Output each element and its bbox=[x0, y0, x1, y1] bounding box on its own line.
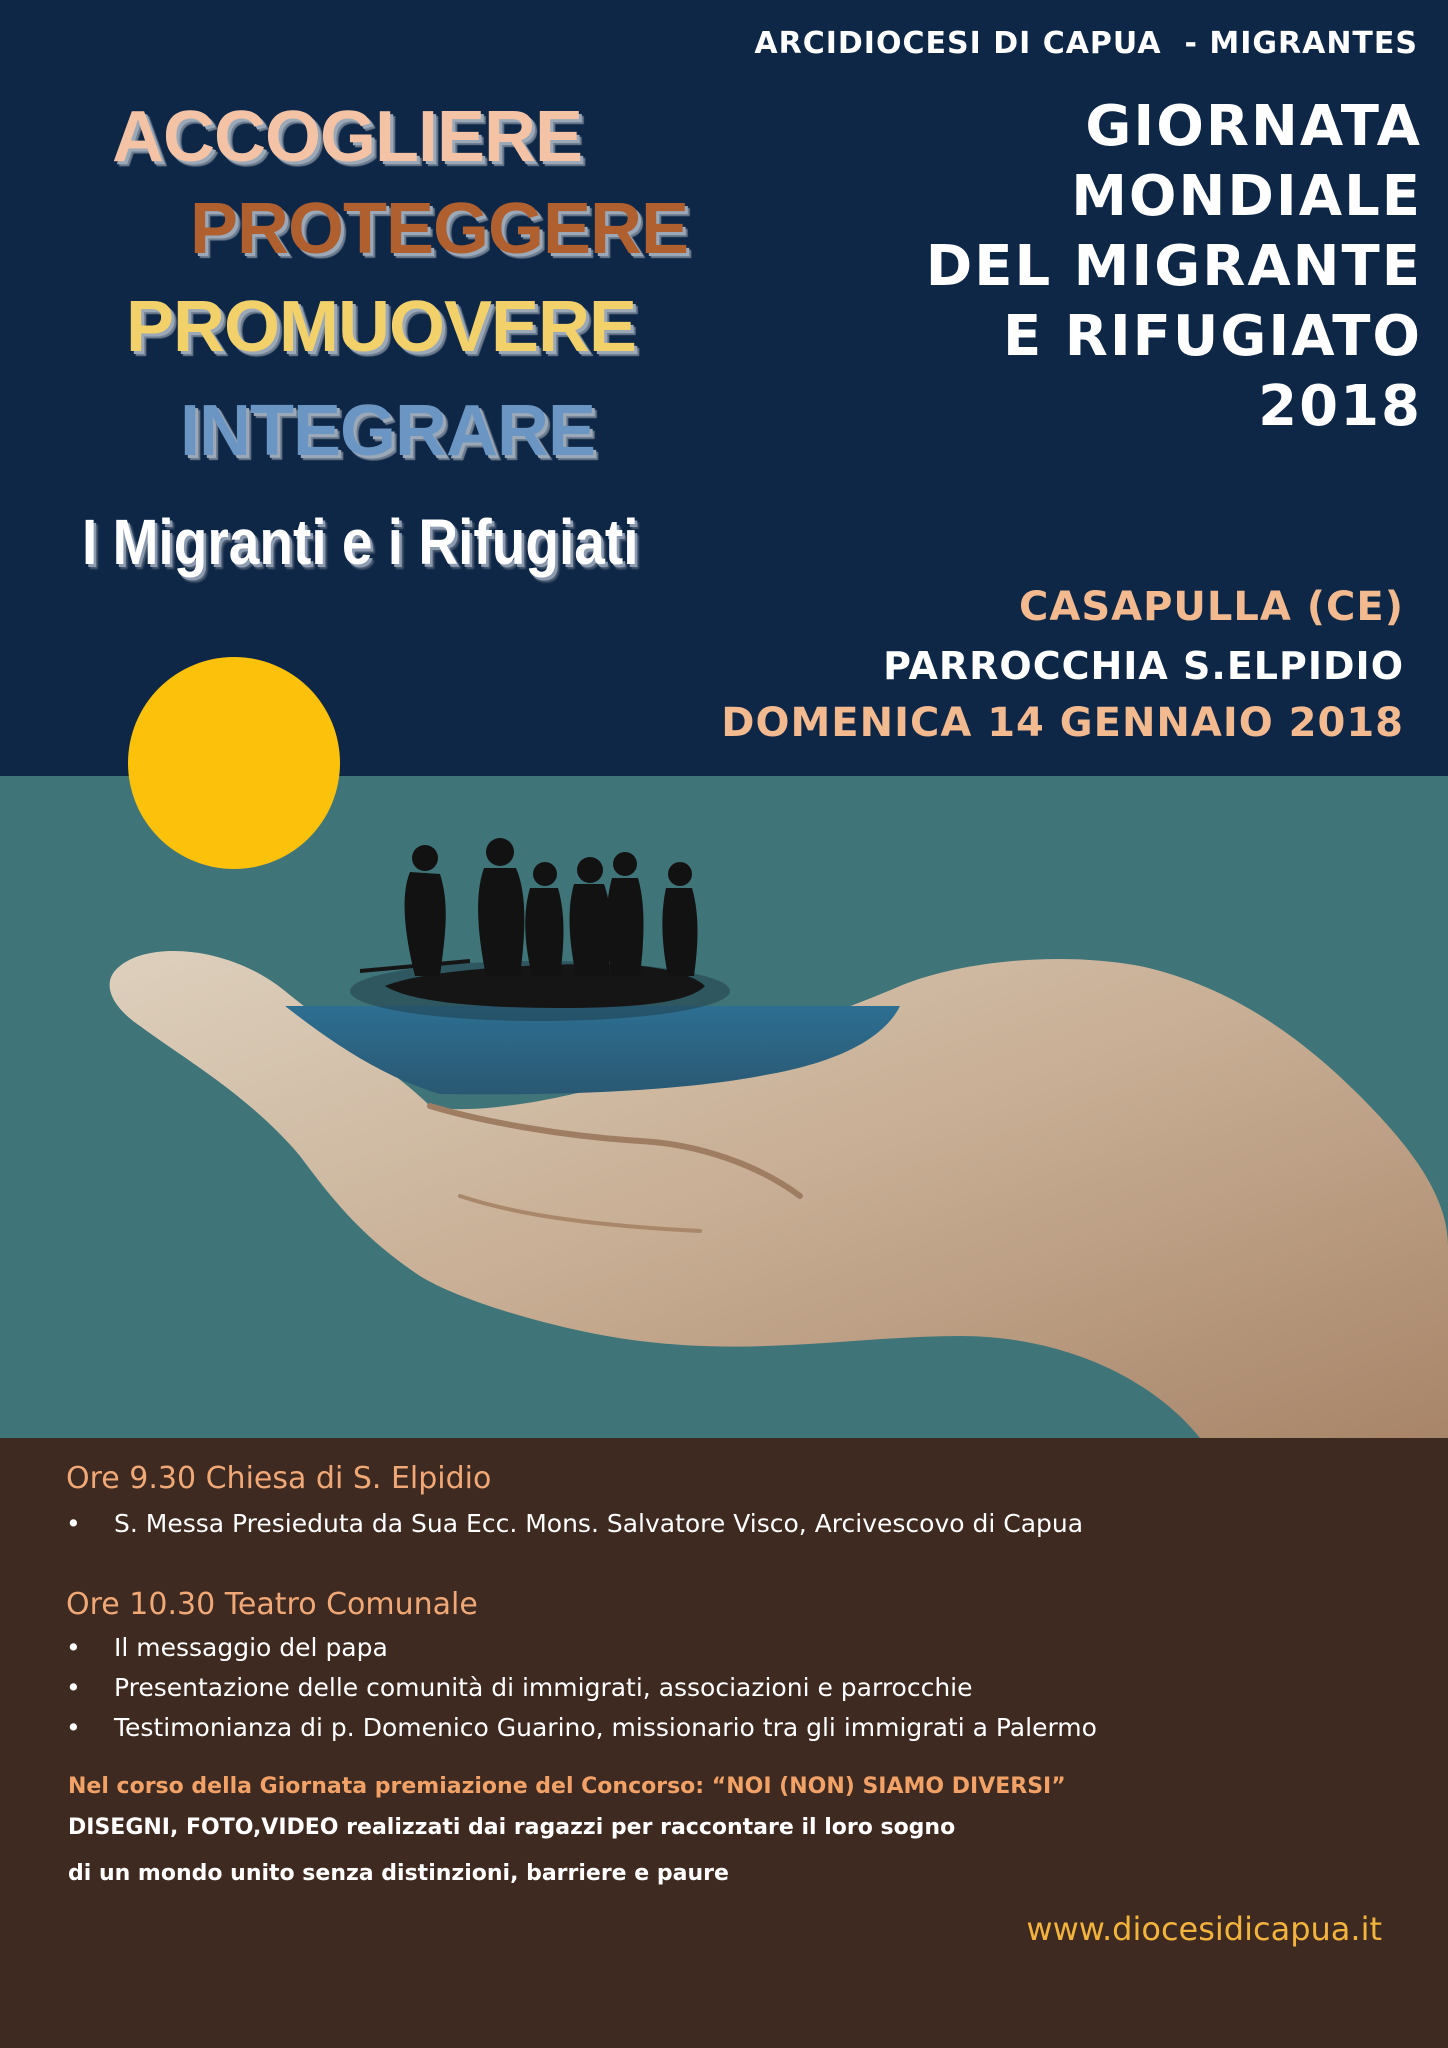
list-item bbox=[66, 1673, 973, 1702]
contest-line: Nel corso della Giornata premiazione del Concorso: “NOI (NON) SIAMO DIVERSI” bbox=[68, 1774, 1066, 1799]
event-title-year: 2018 bbox=[1258, 374, 1422, 439]
list-item-text: Testimonianza di p. Domenico Guarino, missionario tra gli immigrati a Palermo bbox=[114, 1713, 1097, 1742]
list-item-text: Presentazione delle comunità di immigrati, associazioni e parrocchie bbox=[114, 1673, 973, 1702]
list-item bbox=[66, 1633, 388, 1662]
event-date: DOMENICA 14 GENNAIO 2018 bbox=[721, 700, 1404, 746]
event-title-line: DEL MIGRANTE bbox=[925, 234, 1422, 299]
verb-proteggere: PROTEGGERE bbox=[190, 189, 689, 269]
website-link[interactable]: www.diocesidicapua.it bbox=[1026, 1910, 1382, 1948]
subtitle: I Migranti e i Rifugiati bbox=[82, 506, 639, 578]
organization-name: ARCIDIOCESI DI CAPUA - MIGRANTES bbox=[754, 26, 1418, 61]
event-city: CASAPULLA (CE) bbox=[1019, 584, 1404, 630]
bullet-icon: • bbox=[66, 1509, 81, 1538]
bullet-icon: • bbox=[66, 1633, 81, 1662]
list-item bbox=[66, 1509, 1083, 1538]
section-heading-theatre: Ore 10.30 Teatro Comunale bbox=[66, 1587, 478, 1622]
list-item-text: Il messaggio del papa bbox=[114, 1633, 388, 1662]
list-item-text: S. Messa Presieduta da Sua Ecc. Mons. Salvatore Visco, Arcivescovo di Capua bbox=[114, 1509, 1084, 1538]
sun-shape bbox=[128, 657, 340, 869]
event-title-line: GIORNATA bbox=[1085, 94, 1422, 159]
verb-promuovere: PROMUOVERE bbox=[126, 287, 637, 367]
event-title bbox=[926, 92, 1422, 442]
section-heading-mass: Ore 9.30 Chiesa di S. Elpidio bbox=[66, 1461, 492, 1496]
illustration-panel bbox=[0, 776, 1448, 1438]
verb-integrare: INTEGRARE bbox=[180, 391, 596, 471]
event-title-line: MONDIALE bbox=[1071, 164, 1422, 229]
event-title-line: E RIFUGIATO bbox=[1002, 304, 1422, 369]
bullet-icon: • bbox=[66, 1673, 81, 1702]
contest-description-1: DISEGNI, FOTO,VIDEO realizzati dai ragazzi per raccontare il loro sogno bbox=[68, 1815, 956, 1840]
hand-boat-illustration bbox=[0, 776, 1448, 1438]
list-item bbox=[66, 1713, 1097, 1742]
contest-description-2: di un mondo unito senza distinzioni, barriere e paure bbox=[68, 1861, 729, 1886]
migrants-silhouettes bbox=[405, 838, 698, 976]
event-parish: PARROCCHIA S.ELPIDIO bbox=[883, 644, 1404, 688]
verb-accogliere: ACCOGLIERE bbox=[112, 97, 583, 177]
bullet-icon: • bbox=[66, 1713, 81, 1742]
